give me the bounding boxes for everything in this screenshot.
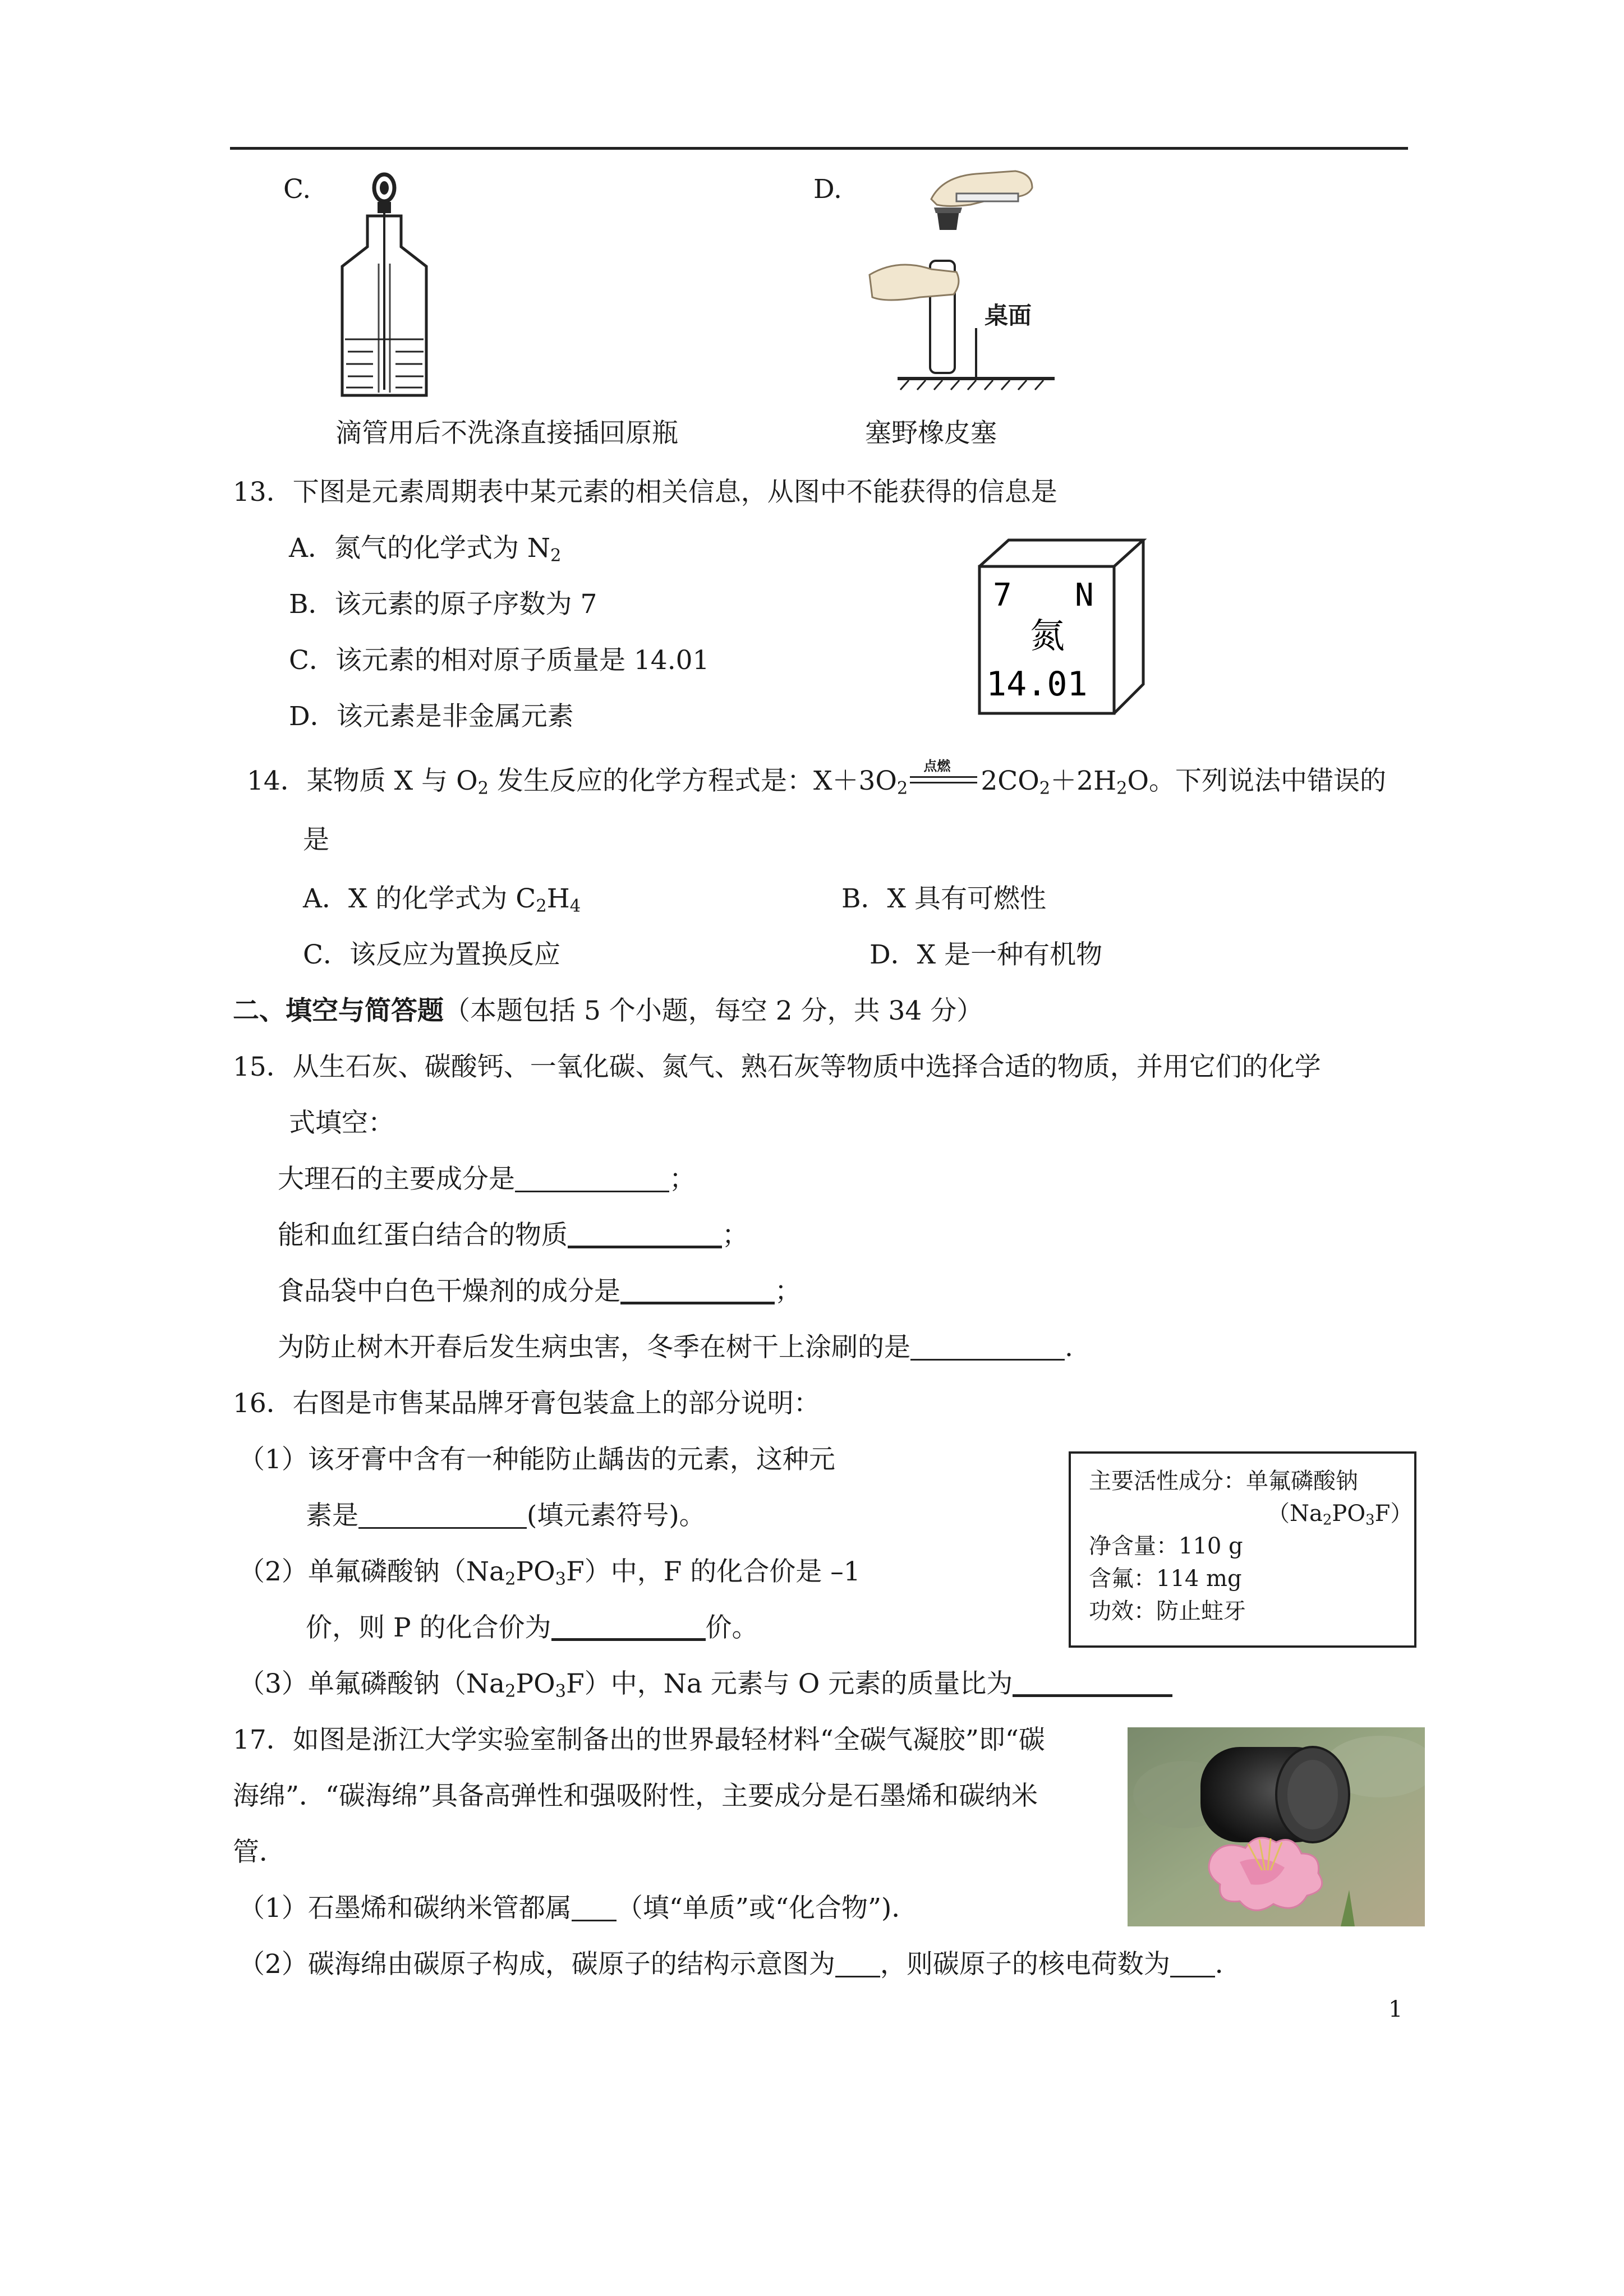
desk-label: 桌面 bbox=[984, 302, 1032, 329]
q17-part-1: （1）石墨烯和碳纳米管都属 （填“单质”或“化合物”)． bbox=[238, 1893, 918, 1924]
answer-blank[interactable] bbox=[515, 1166, 669, 1192]
q16-part-3: （3）单氟磷酸钠$(Na_2PO_3F)$中，Na 元素与 O 元素的质量比为 bbox=[238, 1663, 1172, 1700]
q16-part-2-cont: 价，则 P 的化合价为 价。 bbox=[306, 1612, 758, 1643]
answer-blank[interactable] bbox=[1013, 1670, 1172, 1697]
element-name: 氮 bbox=[1030, 615, 1065, 656]
q16-part-2: （2）单氟磷酸钠$(Na_2PO_3F)$中，F 的化合价是 –1 bbox=[238, 1556, 861, 1589]
q15-stem-cont: 式填空： bbox=[289, 1108, 394, 1138]
page-number: 1 bbox=[1388, 1997, 1403, 2022]
q15-line-3: 食品袋中白色干燥剂的成分是 ； bbox=[278, 1276, 801, 1307]
dropper-bottle-image bbox=[334, 171, 435, 398]
answer-blank[interactable] bbox=[551, 1613, 706, 1641]
carbon-sponge-photo bbox=[1128, 1727, 1425, 1926]
q14-stem-cont: 是 bbox=[303, 824, 329, 855]
q16-stem: 16．右图是市售某品牌牙膏包装盒上的部分说明： bbox=[233, 1388, 820, 1419]
q13-option-c: C．该元素的相对原子质量是 14.01 bbox=[289, 645, 710, 676]
q15-line-1: 大理石的主要成分是 ； bbox=[278, 1164, 696, 1195]
option-d-label: D. bbox=[813, 174, 842, 205]
option-d-caption: 塞野橡皮塞 bbox=[865, 418, 997, 449]
q14-stem: 14．某物质 X 与 $O_2$ 发生反应的化学方程式是：$X+3O_2$ 点燃 $2CO_2+2H_2O$。下列说法中错误的 bbox=[247, 758, 1387, 799]
answer-blank[interactable] bbox=[568, 1221, 722, 1248]
answer-blank[interactable] bbox=[572, 1895, 617, 1921]
element-mass: 14.01 bbox=[986, 665, 1088, 704]
element-symbol: N bbox=[1075, 577, 1094, 614]
info-line-fluoride: 含氟：114 mg bbox=[1089, 1566, 1242, 1592]
q17-text-2: 海绵”．“碳海绵”具备高弹性和强吸附性，主要成分是石墨烯和碳纳米 bbox=[233, 1781, 1038, 1811]
answer-blank[interactable] bbox=[358, 1502, 527, 1529]
element-number: 7 bbox=[993, 577, 1012, 614]
q14-option-b: B．X 具有可燃性 bbox=[841, 883, 1046, 914]
answer-blank[interactable] bbox=[1170, 1951, 1215, 1977]
answer-blank[interactable] bbox=[910, 1334, 1065, 1361]
q16-part-1: （1）该牙膏中含有一种能防止龋齿的元素，这种元 bbox=[238, 1444, 835, 1475]
q15-stem: 15．从生石灰、碳酸钙、一氧化碳、氮气、熟石灰等物质中选择合适的物质，并用它们的化学 bbox=[233, 1052, 1321, 1082]
q15-line-2: 能和血红蛋白结合的物质 ； bbox=[278, 1220, 748, 1251]
q13-stem: 13．下图是元素周期表中某元素的相关信息，从图中不能获得的信息是 bbox=[233, 477, 1057, 508]
info-line-ingredient: 主要活性成分：单氟磷酸钠 bbox=[1089, 1468, 1358, 1494]
q16-part-1-cont: 素是 (填元素符号)。 bbox=[306, 1500, 706, 1531]
info-line-net: 净含量：110 g bbox=[1089, 1533, 1243, 1559]
toothpaste-info-box bbox=[1069, 1451, 1416, 1648]
info-line-formula: $(Na_2PO_3F)$ bbox=[1267, 1501, 1413, 1529]
option-c-label: C. bbox=[283, 174, 311, 205]
option-c-caption: 滴管用后不洗涤直接插回原瓶 bbox=[335, 418, 678, 449]
q17-text-3: 管． bbox=[233, 1837, 286, 1868]
header-rule bbox=[230, 147, 1408, 150]
reaction-arrow: 点燃 bbox=[908, 768, 981, 791]
q14-option-c: C．该反应为置换反应 bbox=[303, 939, 560, 970]
q13-option-b: B．该元素的原子序数为 7 bbox=[289, 589, 597, 620]
q14-option-d: D．X 是一种有机物 bbox=[869, 939, 1103, 970]
q13-option-d: D．该元素是非金属元素 bbox=[289, 701, 574, 732]
q17-text-1: 17．如图是浙江大学实验室制备出的世界最轻材料“全碳气凝胶”即“碳 bbox=[233, 1725, 1045, 1755]
info-line-effect: 功效：防止蛀牙 bbox=[1089, 1598, 1246, 1624]
q15-line-4: 为防止树木开春后发生病虫害，冬季在树干上涂刷的是 . bbox=[278, 1332, 1073, 1363]
section-heading: 二、填空与简答题（本题包括 5 个小题，每空 2 分，共 34 分） bbox=[233, 995, 983, 1026]
q17-part-2: （2）碳海绵由碳原子构成，碳原子的结构示意图为 ，则碳原子的核电荷数为 ． bbox=[238, 1949, 1241, 1980]
q14-option-a: A．X 的化学式为 $C_2H_4$ bbox=[303, 883, 581, 916]
test-tube-stopper-image bbox=[864, 165, 1077, 395]
q13-option-a: A．氮气的化学式为 $N_2$ bbox=[289, 533, 562, 566]
answer-blank[interactable] bbox=[620, 1277, 775, 1304]
answer-blank[interactable] bbox=[835, 1951, 880, 1977]
periodic-table-card bbox=[975, 536, 1149, 718]
